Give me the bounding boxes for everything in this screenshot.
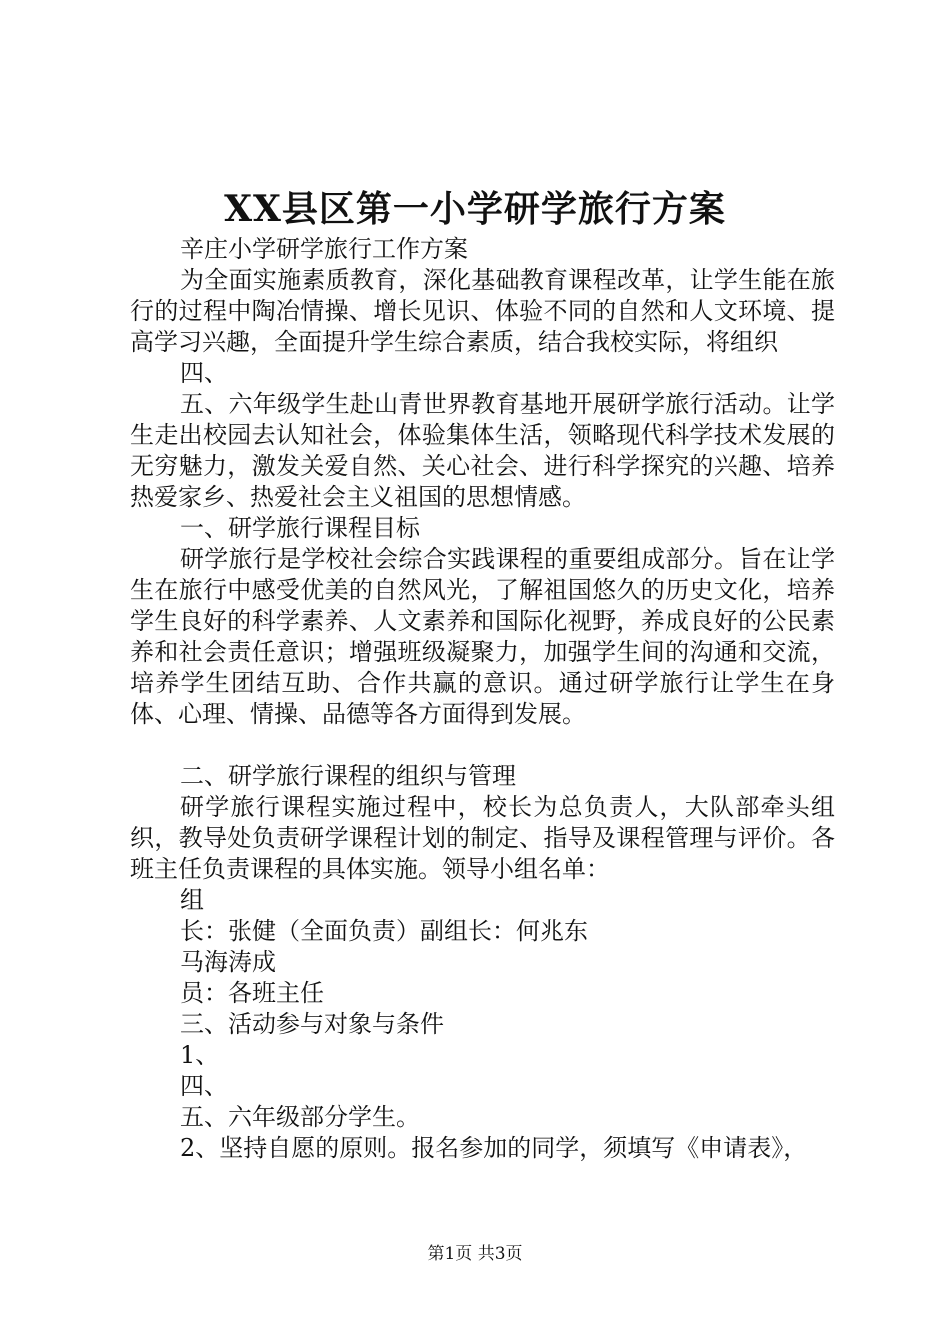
paragraph: 员：各班主任: [180, 979, 324, 1007]
page-footer: 第1页 共3页: [427, 1244, 523, 1264]
section-heading: 一、研学旅行课程目标: [180, 514, 420, 542]
blank-line: [130, 730, 835, 761]
section-heading: 三、活动参与对象与条件: [180, 1010, 444, 1038]
paragraph: 四、: [180, 1072, 228, 1100]
paragraph: 研学旅行是学校社会综合实践课程的重要组成部分。旨在让学生在旅行中感受优美的自然风光，了解祖国悠久的历史文化，培养学生良好的科学素养、人文素养和国际化视野，养成良好的公民素养和社会责任意识；增强班级凝聚力，加强学生间的沟通和交流，培养学生团结互助、合作共赢的意识。通过研学旅行让学生在身体、心理、情操、品德等各方面得到发展。: [130, 545, 835, 728]
paragraph: 长：张健（全面负责）副组长：何兆东: [180, 917, 588, 945]
paragraph: 辛庄小学研学旅行工作方案: [180, 235, 468, 263]
document-body: [130, 234, 835, 1164]
paragraph: 2、坚持自愿的原则。报名参加的同学，须填写《申请表》，: [180, 1134, 808, 1162]
paragraph: 为全面实施素质教育，深化基础教育课程改革，让学生能在旅行的过程中陶冶情操、增长见识、体验不同的自然和人文环境、提高学习兴趣，全面提升学生综合素质，结合我校实际，将组织: [130, 266, 835, 356]
document-title: XX县区第一小学研学旅行方案: [224, 188, 726, 230]
paragraph: 四、: [180, 359, 228, 387]
paragraph: 马海涛成: [180, 948, 276, 976]
paragraph: 研学旅行课程实施过程中，校长为总负责人，大队部牵头组织，教导处负责研学课程计划的制定、指导及课程管理与评价。各班主任负责课程的具体实施。领导小组名单：: [130, 793, 835, 883]
paragraph: 组: [180, 886, 204, 914]
paragraph: 五、六年级部分学生。: [180, 1103, 420, 1131]
section-heading: 二、研学旅行课程的组织与管理: [180, 762, 516, 790]
paragraph: 五、六年级学生赴山青世界教育基地开展研学旅行活动。让学生走出校园去认知社会，体验集体生活，领略现代科学技术发展的无穷魅力，激发关爱自然、关心社会、进行科学探究的兴趣、培养热爱家乡、热爱社会主义祖国的思想情感。: [130, 390, 835, 511]
paragraph: 1、: [180, 1041, 220, 1069]
